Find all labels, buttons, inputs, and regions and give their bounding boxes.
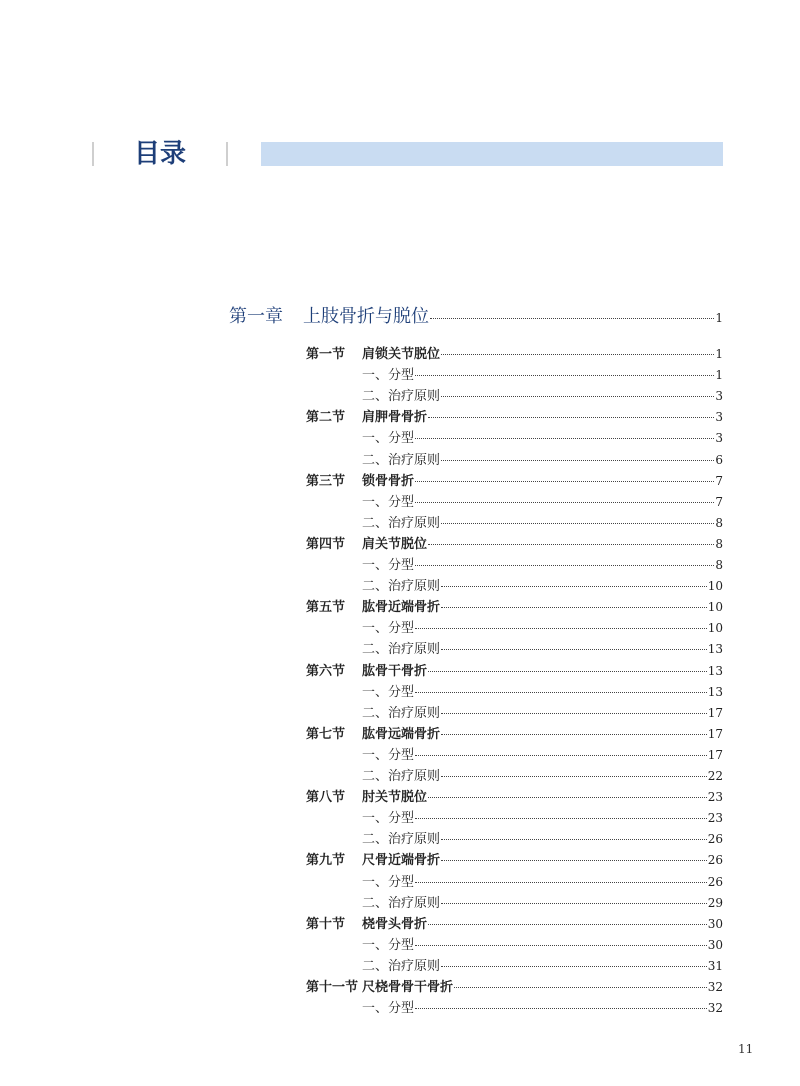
dot-leader	[454, 987, 707, 988]
toc-item[interactable]	[362, 449, 723, 468]
toc-item[interactable]	[362, 892, 723, 911]
item-title: 二、治疗原则	[362, 579, 441, 594]
chapter-page: 1	[715, 311, 723, 325]
section-title: 桡骨头骨折	[362, 917, 428, 932]
toc-item[interactable]	[362, 427, 723, 446]
item-title: 一、分型	[362, 875, 415, 890]
toc-label	[362, 744, 414, 763]
toc-label	[306, 660, 427, 679]
item-title: 一、分型	[362, 811, 415, 826]
item-title: 二、治疗原则	[362, 896, 441, 911]
section-number: 第六节	[306, 664, 346, 679]
toc-page-number: 26	[707, 875, 723, 889]
toc-page-number: 8	[715, 537, 723, 551]
toc-label	[362, 765, 440, 784]
dot-leader	[428, 924, 707, 925]
toc-label	[362, 638, 440, 657]
toc-label	[362, 512, 440, 531]
section-number: 第十节	[306, 917, 346, 932]
toc-page-number: 23	[707, 811, 723, 825]
dot-leader	[441, 396, 714, 397]
toc-page-number: 10	[707, 579, 723, 593]
toc-page-number: 26	[707, 853, 723, 867]
toc-item[interactable]	[362, 554, 723, 573]
section-number: 第四节	[306, 537, 346, 552]
toc-page-number: 22	[707, 769, 723, 783]
toc-item[interactable]	[362, 385, 723, 404]
dot-leader	[415, 502, 714, 503]
toc-page-number: 8	[715, 558, 723, 572]
dot-leader	[415, 565, 714, 566]
dot-leader	[441, 839, 707, 840]
page-title: 目录	[134, 139, 187, 169]
item-title: 一、分型	[362, 558, 415, 573]
toc-section[interactable]	[306, 660, 723, 679]
toc-page-number: 31	[707, 959, 723, 973]
section-title: 锁骨骨折	[362, 474, 415, 489]
dot-leader	[428, 671, 707, 672]
toc-label	[362, 807, 414, 826]
toc-item[interactable]	[362, 491, 723, 510]
dot-leader	[441, 903, 707, 904]
item-title: 一、分型	[362, 431, 415, 446]
toc-page-number: 1	[715, 368, 723, 382]
toc-label	[362, 702, 440, 721]
toc-item[interactable]	[362, 364, 723, 383]
toc-label	[362, 681, 414, 700]
toc-section[interactable]	[306, 849, 723, 868]
dot-leader	[441, 860, 707, 861]
dot-leader	[430, 318, 714, 319]
toc-page-number: 17	[707, 706, 723, 720]
dot-leader	[428, 544, 714, 545]
item-title: 一、分型	[362, 1001, 415, 1016]
toc-page-number: 6	[715, 453, 723, 467]
item-title: 一、分型	[362, 685, 415, 700]
toc-label	[306, 976, 453, 995]
toc-page-number: 13	[707, 642, 723, 656]
toc-page-number: 32	[707, 980, 723, 994]
chapter-title: 上肢骨折与脱位	[303, 306, 429, 327]
section-title: 尺骨近端骨折	[362, 853, 441, 868]
toc-label	[362, 871, 414, 890]
section-title: 肱骨近端骨折	[362, 600, 441, 615]
toc-item[interactable]	[362, 617, 723, 636]
toc-label	[362, 955, 440, 974]
section-title: 肩锁关节脱位	[362, 347, 441, 362]
toc-item[interactable]	[362, 997, 723, 1016]
toc-label	[362, 385, 440, 404]
toc-item[interactable]	[362, 638, 723, 657]
toc-page-number: 17	[707, 748, 723, 762]
section-number: 第五节	[306, 600, 346, 615]
item-title: 二、治疗原则	[362, 389, 441, 404]
item-title: 二、治疗原则	[362, 832, 441, 847]
dot-leader	[415, 818, 707, 819]
dot-leader	[415, 945, 707, 946]
section-title: 肩关节脱位	[362, 537, 428, 552]
dot-leader	[441, 713, 707, 714]
toc-page-number: 17	[707, 727, 723, 741]
chapter-number: 第一章	[229, 306, 283, 327]
toc-label	[306, 533, 427, 552]
toc-label	[306, 723, 440, 742]
toc-label	[306, 786, 427, 805]
toc-label	[362, 575, 440, 594]
item-title: 二、治疗原则	[362, 769, 441, 784]
toc-page-number: 32	[707, 1001, 723, 1015]
toc-page-number: 30	[707, 938, 723, 952]
item-title: 一、分型	[362, 748, 415, 763]
toc-label	[362, 554, 414, 573]
toc-label	[306, 849, 440, 868]
toc-label	[306, 913, 427, 932]
toc-section[interactable]	[306, 533, 723, 552]
item-title: 二、治疗原则	[362, 516, 441, 531]
toc-item[interactable]	[362, 681, 723, 700]
dot-leader	[415, 882, 707, 883]
dot-leader	[415, 481, 714, 482]
toc-label	[362, 892, 440, 911]
dot-leader	[415, 628, 707, 629]
toc-page-number: 1	[715, 347, 723, 361]
section-number: 第八节	[306, 790, 346, 805]
dot-leader	[441, 776, 707, 777]
toc-label	[362, 427, 414, 446]
toc-page-number: 10	[707, 621, 723, 635]
section-number: 第三节	[306, 474, 346, 489]
toc-section[interactable]	[306, 786, 723, 805]
dot-leader	[441, 734, 707, 735]
toc-item[interactable]	[362, 871, 723, 890]
section-number: 第十一节	[306, 980, 359, 995]
toc-page-number: 13	[707, 664, 723, 678]
toc-item[interactable]	[362, 934, 723, 953]
item-title: 二、治疗原则	[362, 453, 441, 468]
dot-leader	[441, 966, 707, 967]
item-title: 二、治疗原则	[362, 642, 441, 657]
dot-leader	[441, 586, 707, 587]
dot-leader	[428, 417, 714, 418]
toc-page-number: 26	[707, 832, 723, 846]
toc-page-number: 23	[707, 790, 723, 804]
section-number: 第九节	[306, 853, 346, 868]
dot-leader	[415, 1008, 707, 1009]
toc-item[interactable]	[362, 955, 723, 974]
section-title: 肱骨干骨折	[362, 664, 428, 679]
toc-item[interactable]	[362, 512, 723, 531]
dot-leader	[415, 755, 707, 756]
toc-page-number: 13	[707, 685, 723, 699]
dot-leader	[415, 692, 707, 693]
dot-leader	[441, 607, 707, 608]
toc-page-number: 3	[715, 410, 723, 424]
dot-leader	[441, 649, 707, 650]
item-title: 一、分型	[362, 938, 415, 953]
section-title: 尺桡骨骨干骨折	[362, 980, 454, 995]
toc-section[interactable]	[306, 913, 723, 932]
toc-page-number: 10	[707, 600, 723, 614]
toc-label	[306, 406, 427, 425]
toc-page-number: 29	[707, 896, 723, 910]
toc-item[interactable]	[362, 744, 723, 763]
toc-page-number: 3	[715, 389, 723, 403]
section-number: 第二节	[306, 410, 346, 425]
toc-label	[362, 934, 414, 953]
toc-label	[362, 449, 440, 468]
toc-section[interactable]	[306, 596, 723, 615]
item-title: 一、分型	[362, 495, 415, 510]
toc-section[interactable]	[306, 976, 723, 995]
item-title: 一、分型	[362, 621, 415, 636]
toc-label	[306, 596, 440, 615]
toc-label	[362, 617, 414, 636]
dot-leader	[441, 460, 714, 461]
dot-leader	[428, 797, 707, 798]
chapter-label	[229, 302, 429, 328]
section-title: 肘关节脱位	[362, 790, 428, 805]
toc-item[interactable]	[362, 828, 723, 847]
toc-section[interactable]	[306, 723, 723, 742]
toc-section[interactable]	[306, 470, 723, 489]
item-title: 二、治疗原则	[362, 706, 441, 721]
toc-label	[306, 343, 440, 362]
section-title: 肱骨远端骨折	[362, 727, 441, 742]
toc-section[interactable]	[306, 343, 723, 362]
toc-label	[362, 997, 414, 1016]
toc-item[interactable]	[362, 575, 723, 594]
toc-label	[362, 491, 414, 510]
dot-leader	[415, 375, 714, 376]
toc-page-number: 7	[715, 474, 723, 488]
toc-page-number: 30	[707, 917, 723, 931]
toc-label	[362, 364, 414, 383]
item-title: 一、分型	[362, 368, 415, 383]
toc-page-number: 7	[715, 495, 723, 509]
section-number: 第一节	[306, 347, 346, 362]
toc-section[interactable]	[306, 406, 723, 425]
section-title: 肩胛骨骨折	[362, 410, 428, 425]
dot-leader	[441, 523, 714, 524]
section-number: 第七节	[306, 727, 346, 742]
toc-item[interactable]	[362, 807, 723, 826]
toc-chapter[interactable]	[229, 302, 723, 328]
dot-leader	[441, 354, 714, 355]
item-title: 二、治疗原则	[362, 959, 441, 974]
dot-leader	[415, 438, 714, 439]
page-number: 11	[738, 1042, 754, 1056]
toc-label	[362, 828, 440, 847]
toc-page-number: 3	[715, 431, 723, 445]
toc-label	[306, 470, 414, 489]
toc-page-number: 8	[715, 516, 723, 530]
toc-item[interactable]	[362, 765, 723, 784]
toc-item[interactable]	[362, 702, 723, 721]
